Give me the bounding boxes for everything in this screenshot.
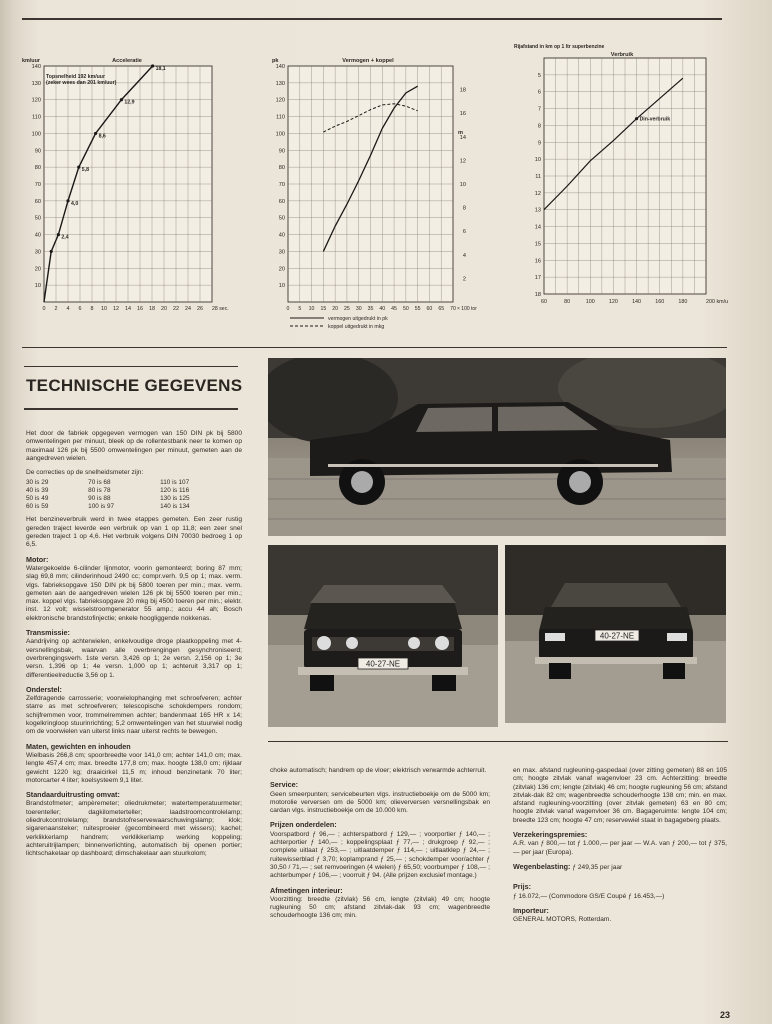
y-tick-label: 80 bbox=[34, 165, 41, 172]
data-label: 4,0 bbox=[71, 200, 79, 207]
data-label: 2,4 bbox=[61, 234, 69, 241]
chart-note: (zeker wees dan 201 km/uur) bbox=[46, 80, 117, 86]
left-section-text: Zelfdragende carrosserie; voorwielophanging met schroefveren; achter starre as met schroefveren; telescopische schokdempers rondom; schijfremmen voor, trommelremmen achter; bandenmaat 165 HR x 14; kogelkringloop stuurinrichting; 5,2 omwentelingen van het stuurwiel nodig om de voorwielen van uiterst links naar uiterst rechts te bewegen. bbox=[26, 695, 242, 736]
chart-title: Acceleratie bbox=[112, 58, 142, 64]
correction-cell: 80 is 78 bbox=[88, 487, 111, 495]
car-rear-photo bbox=[505, 545, 726, 723]
series-label: Din-verbruik bbox=[639, 116, 671, 123]
x-tick-label: 45 bbox=[391, 306, 397, 312]
x-tick-label: 140 bbox=[632, 299, 642, 305]
y-tick-label: 90 bbox=[34, 148, 41, 155]
correction-cell: 90 is 88 bbox=[88, 495, 111, 503]
mid-section-heading: Afmetingen interieur: bbox=[270, 885, 343, 895]
y-tick-label: 130 bbox=[31, 80, 41, 87]
y-tick-label: 7 bbox=[537, 106, 541, 113]
chart-grid bbox=[544, 58, 706, 294]
left-tick-label: 30 bbox=[278, 249, 285, 256]
x-tick-label: 35 bbox=[367, 306, 374, 312]
y-tick-label: 60 bbox=[34, 198, 41, 205]
y-tick-label: 11 bbox=[535, 174, 541, 180]
y-tick-label: 18 bbox=[534, 292, 541, 298]
left-tick-label: 110 bbox=[276, 114, 285, 121]
y-tick-label: 110 bbox=[32, 114, 41, 121]
right-section-text: en max. afstand rugleuning-gaspedaal (over zitting gemeten) 88 en 105 cm; hoogte zitvlak vanaf wagenvloer 23 cm. Achterzitting: breedte (zitvlak) 136 cm; lengte (zitvlak) 46 cm; hoogte rugleuning 56 cm; afstand zitvlak-dak 82 cm; wagenbreedte schouderhoogte 138 cm; min. en max. afstand rugleuning-voorzitting (over zitvlak gemeten) 63 en 80 cm; hoogte zitvlak vanaf wagenvloer 36 cm. Bagageruimte: lengte 104 cm; breedte 123 cm; hoogte 47 cm; reservewiel staat in bagageberg plaats. bbox=[513, 767, 727, 824]
consumption-chart bbox=[512, 40, 729, 310]
x-unit-label: 28 sec. bbox=[212, 306, 229, 312]
data-point bbox=[50, 250, 53, 253]
correction-cell: 120 is 116 bbox=[160, 487, 190, 495]
correction-cell: 140 is 134 bbox=[160, 503, 190, 511]
top-rule bbox=[22, 18, 722, 20]
power-torque-chart bbox=[268, 52, 490, 334]
y-tick-label: 40 bbox=[34, 232, 41, 239]
correction-cell: 40 is 39 bbox=[26, 487, 49, 495]
right-section-heading: Importeur: bbox=[513, 905, 549, 915]
title-rule-bottom bbox=[24, 408, 238, 410]
data-point bbox=[77, 166, 80, 169]
left-unit-label: pk bbox=[272, 58, 279, 64]
left-tick-label: 80 bbox=[278, 165, 285, 172]
left-tick-label: 70 bbox=[278, 182, 285, 188]
right-section-text: ƒ 249,35 per jaar bbox=[572, 863, 623, 871]
legend-power-label: vermogen uitgedrukt in pk bbox=[328, 316, 388, 322]
x-tick-label: 40 bbox=[379, 306, 386, 312]
x-tick-label: 180 bbox=[678, 299, 688, 305]
y-tick-label: 13 bbox=[534, 207, 541, 214]
x-tick-label: 10 bbox=[101, 306, 107, 312]
left-tick-label: 100 bbox=[275, 131, 285, 138]
x-tick-label: 18 bbox=[149, 306, 155, 312]
right-tick-label: 10 bbox=[459, 182, 466, 188]
left-section-text: Brandstofmeter; ampèremeter; oliedrukmeter; watertemperatuurmeter; toerenteller; dagkilometerteller; laadstroomcontrolelamp; oliedrukcontrolelamp; brandstofreservewaarschuwingslamp; klok; sigarenaansteker; ruitesproeier (gecombineerd met wissers); kachel; verklikkerlamp handrem; verklikkerlamp werking koppeling; achteruitrijlampen; binnenverlichting, automatisch bij openen portier; lichtschakelaar op dashboard; dimschakelaar aan stuurkolom; bbox=[26, 800, 242, 858]
y-tick-label: 30 bbox=[34, 249, 41, 256]
y-tick-label: 6 bbox=[537, 89, 541, 96]
right-section-heading: Verzekeringspremies: bbox=[513, 830, 588, 840]
mid-section-text: Voorspatbord ƒ 96,— ; achterspatbord ƒ 129,— ; voorportier ƒ 140,— ; achterportier ƒ 140,— ; koppelingsplaat ƒ 77,— ; drukgroep ƒ 92,— ; complete uitlaat ƒ 253,— ; uitlaatdemper ƒ 114,— ; uitlaatklep ƒ 24,— ; ruitewisserblad ƒ 3,70; koplamprand ƒ 25,— ; schokdemper voor/achter ƒ 30,50 / 71,— ; set remvoeringen (4 wielen) ƒ 65,50; voorbumper ƒ 108,— ; achterbumper ƒ 106,— ; voorruit ƒ 94. (Alle prijzen exclusief montage.) bbox=[270, 830, 490, 880]
left-tick-label: 120 bbox=[275, 97, 285, 104]
right-section-heading: Wegenbelasting: bbox=[513, 861, 573, 871]
left-section-heading: Onderstel: bbox=[26, 684, 62, 694]
y-tick-label: 120 bbox=[31, 97, 41, 104]
mid-section-text: Voorzitting: breedte (zitvlak) 56 cm, lengte (zitvlak) 49 cm; hoogte rugleuning 50 cm; afstand zitvlak-dak 93 cm; wagenbreedte schouderhoogte 136 cm; min. bbox=[270, 895, 490, 920]
right-tick-label: 12 bbox=[459, 158, 466, 165]
x-tick-label: 5 bbox=[298, 306, 302, 312]
chart-title: Verbruik bbox=[610, 52, 634, 58]
correction-cell: 110 is 107 bbox=[160, 479, 190, 487]
y-tick-label: 20 bbox=[34, 266, 41, 273]
x-tick-label: 12 bbox=[113, 306, 119, 312]
title-rule-top bbox=[24, 366, 238, 367]
text-column-middle bbox=[270, 767, 490, 927]
x-tick-label: 0 bbox=[286, 306, 290, 312]
y-tick-label: 12 bbox=[534, 190, 541, 197]
left-tick-label: 50 bbox=[278, 215, 285, 222]
data-point bbox=[151, 64, 154, 67]
left-section-heading: Motor: bbox=[26, 554, 49, 564]
y-tick-label: 50 bbox=[34, 215, 41, 222]
right-section-text: ƒ 16.072,— (Commodore GS/E Coupé ƒ 16.453,—) bbox=[513, 892, 665, 900]
car-front-photo bbox=[268, 545, 498, 727]
left-tick-label: 130 bbox=[275, 80, 285, 87]
page-number: 23 bbox=[719, 1010, 730, 1020]
right-tick-label: 4 bbox=[462, 252, 466, 259]
chart-note: Topsnelheid 192 km/uur bbox=[46, 74, 105, 80]
x-tick-label: 24 bbox=[185, 306, 191, 312]
data-label: 12,9 bbox=[124, 99, 135, 106]
x-tick-label: 120 bbox=[608, 299, 618, 305]
x-tick-label: 80 bbox=[564, 299, 571, 305]
y-tick-label: 9 bbox=[537, 140, 541, 147]
y-tick-label: 70 bbox=[34, 182, 41, 188]
right-tick-label: 8 bbox=[462, 205, 466, 212]
fuel-paragraph: Het benzineverbruik werd in twee etappes gemeten. Een zeer rustig gereden traject leverde een verbruik op van 1 op 11,8; een zeer snel gereden traject 1 op 4,6. Het verbruik volgens DIN 70030 bedroeg 1 op 6,5. bbox=[26, 516, 242, 549]
data-point bbox=[66, 199, 69, 202]
x-tick-label: 50 bbox=[402, 306, 409, 312]
corrections-title: De correcties op de snelheidsmeter zijn: bbox=[26, 469, 144, 477]
chart-grid bbox=[288, 66, 453, 302]
x-tick-label: 26 bbox=[197, 306, 203, 312]
right-tick-label: 16 bbox=[459, 111, 466, 118]
left-tick-label: 10 bbox=[278, 283, 285, 290]
x-tick-label: 100 bbox=[585, 299, 595, 305]
mid-section-heading: Prijzen onderdelen: bbox=[270, 820, 337, 830]
text-column-left bbox=[26, 430, 242, 864]
data-point bbox=[635, 117, 638, 120]
mid-section-heading: Service: bbox=[270, 780, 298, 790]
photos-divider bbox=[268, 741, 728, 742]
mid-section-text: choke automatisch; handrem op de vloer; elektrisch verwarmde achterruit. bbox=[270, 767, 487, 774]
left-section-heading: Standaarduitrusting omvat: bbox=[26, 790, 120, 800]
correction-row bbox=[26, 479, 242, 487]
y-tick-label: 10 bbox=[534, 157, 541, 164]
left-tick-label: 90 bbox=[278, 148, 285, 155]
correction-cell: 130 is 125 bbox=[160, 495, 190, 503]
correction-cell: 60 is 59 bbox=[26, 503, 49, 511]
x-tick-label: 4 bbox=[66, 306, 70, 312]
x-tick-label: 0 bbox=[42, 306, 46, 312]
data-label: 8,6 bbox=[98, 133, 106, 140]
x-tick-label: 16 bbox=[137, 306, 143, 312]
left-tick-label: 40 bbox=[278, 232, 285, 239]
left-section-text: Watergekoelde 6-cilinder lijnmotor, voorin gemonteerd; boring 87 mm; slag 69,8 mm; cilinderinhoud 2490 cc; compr.verh. 9,5 op 1; max. verm. vlgs. fabrieksopgave 150 DIN pk bij 5800 toeren per min.; max. verm. gemeten aan de aangedreven wielen 126 pk bij 5500 toeren per min.; max. koppel vlgs. fabrieksopgave 20 mkg bij 4500 toeren per min.; elektr. inst. 12 volt; wisselstroomgenerator 55 amp.; accu 44 ah; Bosch elektronische brandstofinjectie; enkele hoogliggende nokkenas. bbox=[26, 564, 242, 622]
y-tick-label: 10 bbox=[34, 283, 41, 290]
x-tick-label: 10 bbox=[308, 306, 315, 312]
x-tick-label: 25 bbox=[344, 306, 350, 312]
data-point bbox=[57, 233, 60, 236]
left-tick-label: 20 bbox=[278, 266, 285, 273]
left-section-heading: Maten, gewichten en inhouden bbox=[26, 741, 131, 751]
right-tick-label: 2 bbox=[462, 276, 466, 283]
corrections-table bbox=[26, 479, 242, 511]
y-tick-label: 5 bbox=[537, 72, 541, 79]
intro-paragraph: Het door de fabriek opgegeven vermogen van 150 DIN pk bij 5800 omwentelingen per minuut, bleek op de rollentestbank neer te komen op maximaal 126 pk bij 5500 omwentelingen per minuut, gemeten aan de aangedreven wielen. bbox=[26, 430, 242, 462]
data-point bbox=[120, 98, 123, 101]
car-side-photo bbox=[268, 358, 726, 536]
y-tick-label: 14 bbox=[534, 224, 541, 231]
front-plate-text: 40-27-NE bbox=[365, 659, 401, 669]
correction-cell: 100 is 97 bbox=[88, 503, 115, 511]
x-tick-label: 15 bbox=[320, 306, 327, 312]
data-label: 18,1 bbox=[155, 66, 166, 72]
x-tick-label: 200 km/u bbox=[706, 299, 729, 305]
x-tick-label: 30 bbox=[355, 306, 362, 312]
left-section-text: Aandrijving op achterwielen, enkelvoudige droge plaatkoppeling met 4-versnellingsbak, waarvan alle overbrengingen gesynchroniseerd; overbrengingsverh. 1ste versn. 3,426 op 1; 2e versn. 2,156 op 1; 3e versn. 1,396 op 1; 4e versn. 1,000 op 1; achteruit 3,317 op 1; differentieelreductie 3,56 op 1. bbox=[26, 638, 242, 679]
rear-plate-text: 40-27-NE bbox=[599, 631, 635, 641]
right-section-text: A.R. van ƒ 800,— tot ƒ 1.000,— per jaar — W.A. van ƒ 200,— tot ƒ 375,— per jaar (Europa). bbox=[513, 840, 727, 856]
y-unit-label: Rijafstand in km op 1 ltr superbenzine bbox=[514, 44, 605, 50]
x-tick-label: 70 bbox=[450, 306, 456, 312]
x-tick-label: 160 bbox=[655, 299, 665, 305]
x-tick-label: 6 bbox=[78, 306, 82, 312]
y-tick-label: 15 bbox=[534, 241, 541, 248]
chart-title: Vermogen + koppel bbox=[342, 58, 394, 64]
left-section-heading: Transmissie: bbox=[26, 628, 70, 638]
right-unit-label: m bbox=[458, 130, 463, 136]
x-tick-label: 8 bbox=[90, 306, 94, 312]
correction-cell: 50 is 49 bbox=[26, 495, 49, 503]
x-tick-label: 55 bbox=[414, 306, 421, 312]
y-tick-label: 8 bbox=[537, 123, 541, 130]
left-tick-label: 140 bbox=[275, 64, 285, 70]
right-tick-label: 18 bbox=[459, 87, 466, 94]
right-section-text: GENERAL MOTORS, Rotterdam. bbox=[513, 916, 612, 924]
correction-row bbox=[26, 503, 242, 511]
right-tick-label: 14 bbox=[459, 134, 466, 141]
y-tick-label: 16 bbox=[534, 258, 541, 265]
y-tick-label: 100 bbox=[31, 131, 41, 138]
x-tick-label: 60 bbox=[426, 306, 433, 312]
correction-row bbox=[26, 487, 242, 495]
y-tick-label: 140 bbox=[31, 64, 41, 70]
charts-divider bbox=[22, 347, 727, 348]
x-tick-label: 14 bbox=[125, 306, 131, 312]
x-tick-label: 65 bbox=[438, 306, 445, 312]
y-unit-label: km/uur bbox=[22, 58, 40, 64]
y-tick-label: 17 bbox=[534, 275, 541, 282]
data-label: 5,8 bbox=[81, 167, 90, 174]
x-tick-label: 20 bbox=[161, 306, 167, 312]
left-section-text: Wielbasis 266,8 cm; spoorbreedte voor 141,0 cm; achter 141,0 cm; max. lengte 457,4 cm; max. breedte 177,8 cm; max. hoogte 138,0 cm; rijklaar gewicht 1220 kg; draaicirkel 11,5 m; inhoud benzinetank 70 liter; motorcarter 4 liter; koelsysteem 9,1 liter. bbox=[26, 751, 242, 784]
left-tick-label: 60 bbox=[278, 198, 285, 205]
legend-torque-label: koppel uitgedrukt in mkg bbox=[328, 324, 385, 330]
section-title: TECHNISCHE GEGEVENS bbox=[26, 376, 243, 395]
correction-row bbox=[26, 495, 242, 503]
x-tick-label: 20 bbox=[332, 306, 339, 312]
correction-cell: 30 is 29 bbox=[26, 479, 49, 487]
text-column-right bbox=[513, 767, 727, 930]
right-section-heading: Prijs: bbox=[513, 882, 531, 892]
correction-cell: 70 is 68 bbox=[88, 479, 111, 487]
x-tick-label: 2 bbox=[54, 306, 58, 312]
mid-section-text: Geen smeerpunten; servicebeurten vlgs. instructieboekje om de 5000 km; motorolie verversen om de 5000 km; olieverversen versnellingsbak en cardan vlgs. instructieboekje om de 10.000 km. bbox=[270, 790, 490, 815]
x-tick-label: 22 bbox=[173, 306, 179, 312]
right-tick-label: 6 bbox=[462, 229, 466, 236]
x-tick-label: 60 bbox=[541, 299, 547, 305]
acceleration-chart bbox=[22, 52, 229, 317]
x-unit-label: × 100 tor bbox=[457, 306, 477, 312]
data-point bbox=[94, 132, 97, 135]
